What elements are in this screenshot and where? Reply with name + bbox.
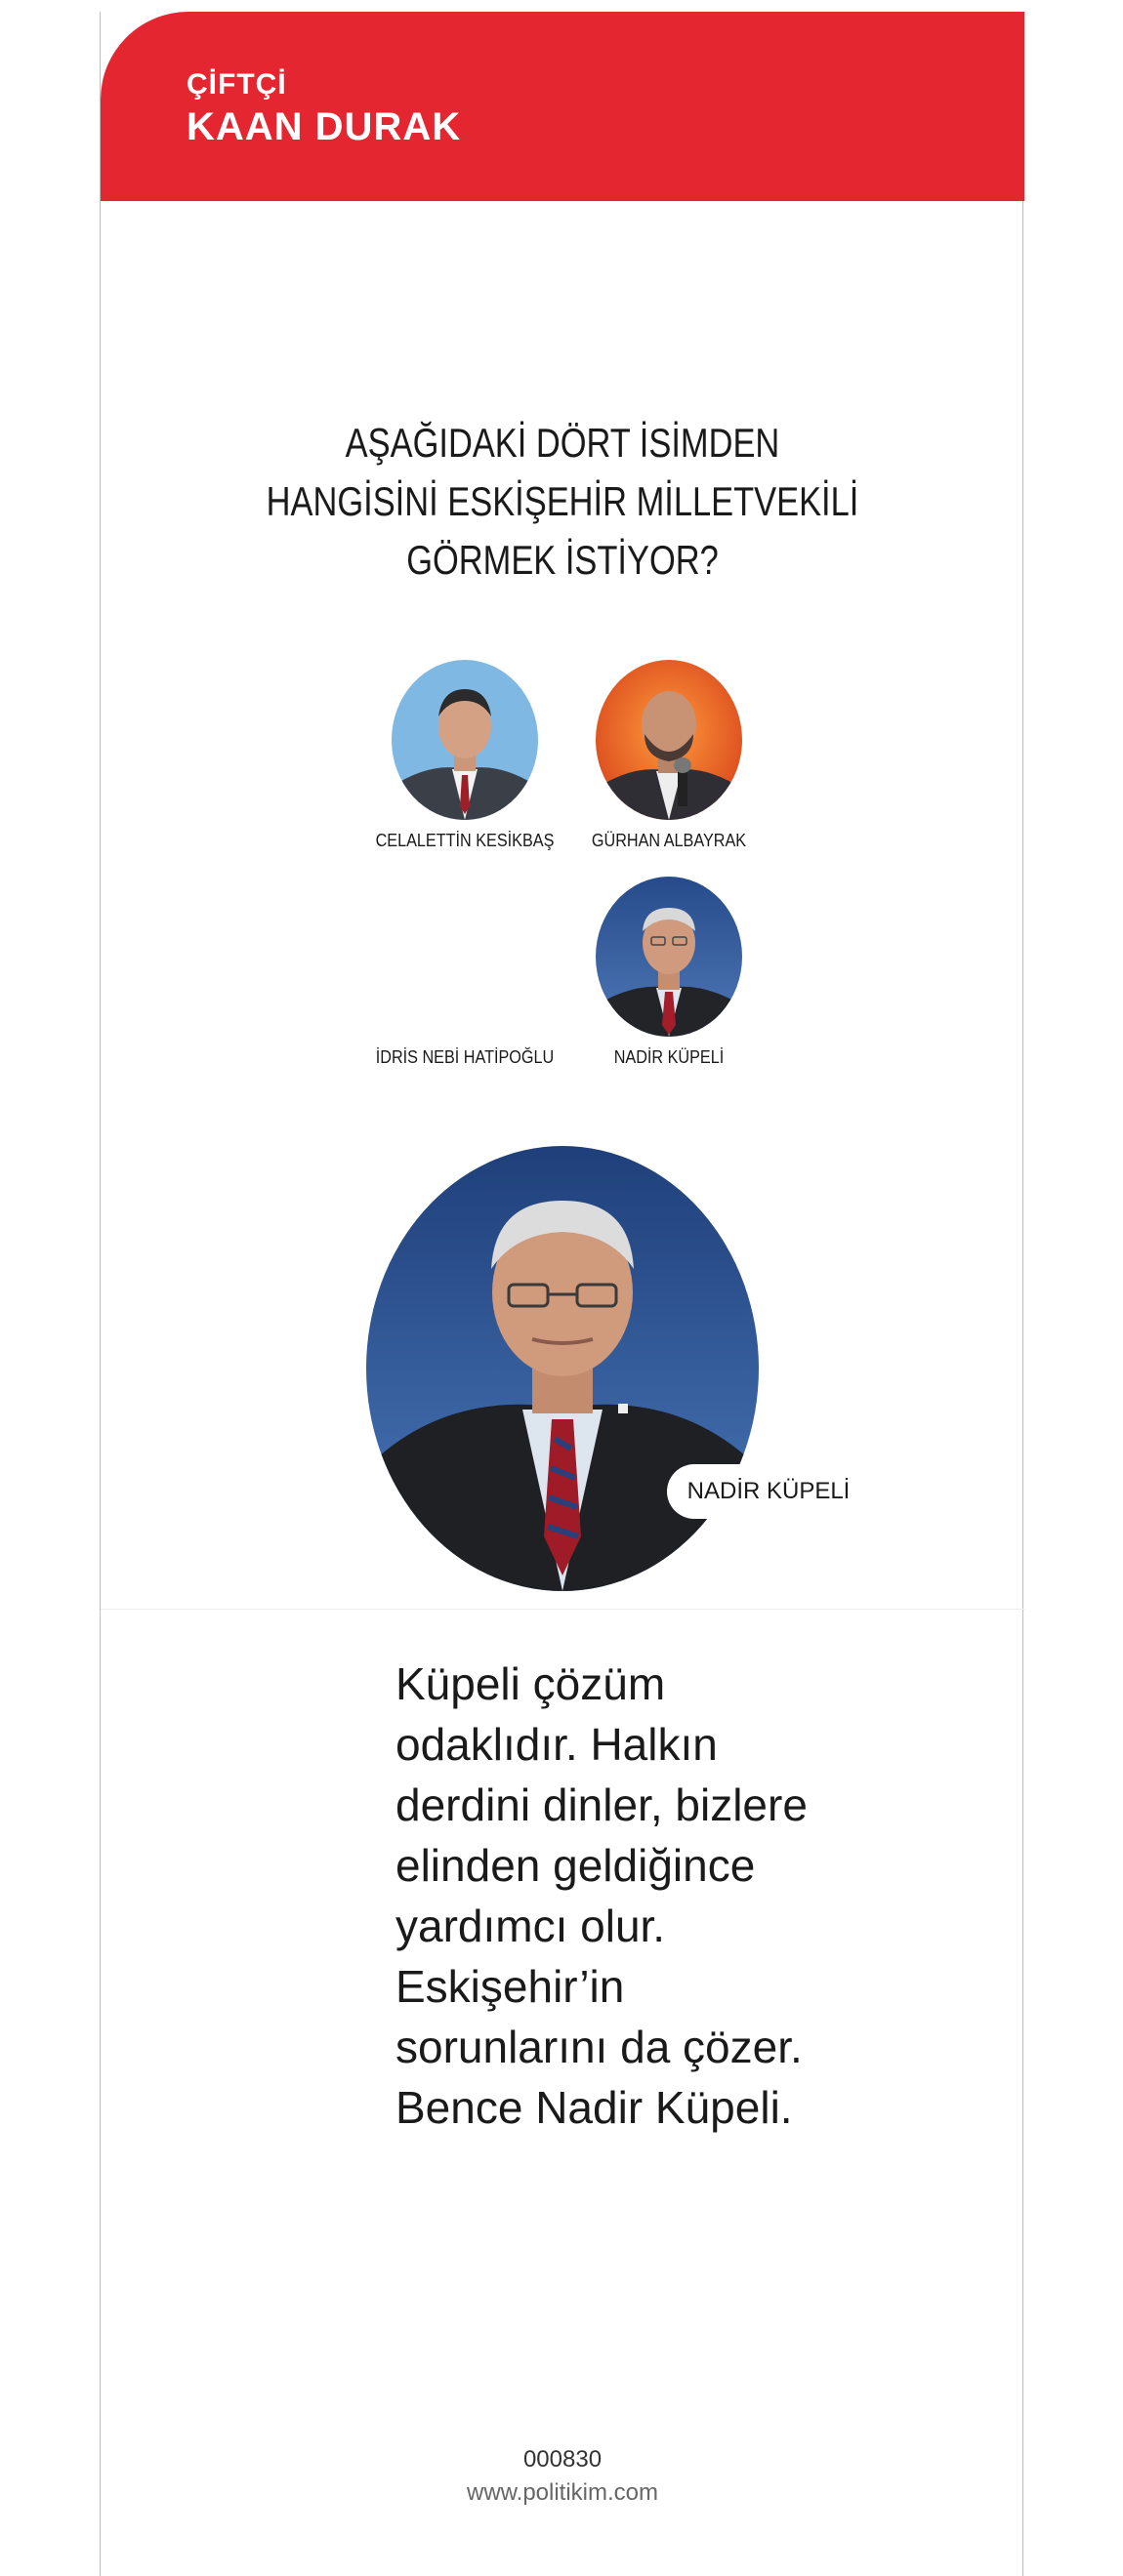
candidate-name: İDRİS NEBİ HATİPOĞLU <box>375 1047 555 1067</box>
respondent-name: KAAN DURAK <box>187 105 462 148</box>
header-banner <box>101 12 1024 201</box>
quote-line: elinden geldiğince <box>395 1840 756 1891</box>
quote-line: yardımcı olur. <box>395 1901 666 1951</box>
quote-line: odaklıdır. Halkın <box>395 1719 718 1770</box>
question-line: AŞAĞIDAKİ DÖRT İSİMDEN <box>345 420 780 466</box>
website-link[interactable]: www.politikim.com <box>466 2479 659 2506</box>
quote-line: sorunlarını da çözer. <box>395 2022 803 2072</box>
question-line: GÖRMEK İSTİYOR? <box>406 537 719 583</box>
quote-line: Küpeli çözüm <box>395 1658 666 1709</box>
ad-code: 000830 <box>522 2446 603 2473</box>
candidate-name: GÜRHAN ALBAYRAK <box>591 831 747 850</box>
respondent-occupation: ÇİFTÇİ <box>187 68 287 101</box>
candidate-name: NADİR KÜPELİ <box>613 1047 725 1067</box>
question-line: HANGİSİNİ ESKİŞEHİR MİLLETVEKİLİ <box>266 478 859 524</box>
candidate-photo-kupeli <box>596 877 742 1037</box>
section-divider <box>101 1609 1024 1610</box>
selected-candidate-label: NADİR KÜPELİ <box>667 1464 870 1519</box>
quote-line: derdini dinler, bizlere <box>395 1779 808 1830</box>
candidate-photo-kesikbas <box>392 660 538 820</box>
quote-line: Eskişehir’in <box>395 1961 625 2012</box>
survey-question <box>184 414 941 590</box>
answer-quote <box>395 1654 864 2138</box>
candidate-photo-albayrak <box>596 660 742 820</box>
interview-card <box>100 12 1023 2576</box>
candidate-name: CELALETTİN KESİKBAŞ <box>375 831 555 850</box>
selected-candidate-photo <box>366 1146 759 1591</box>
quote-line: Bence Nadir Küpeli. <box>395 2082 793 2133</box>
